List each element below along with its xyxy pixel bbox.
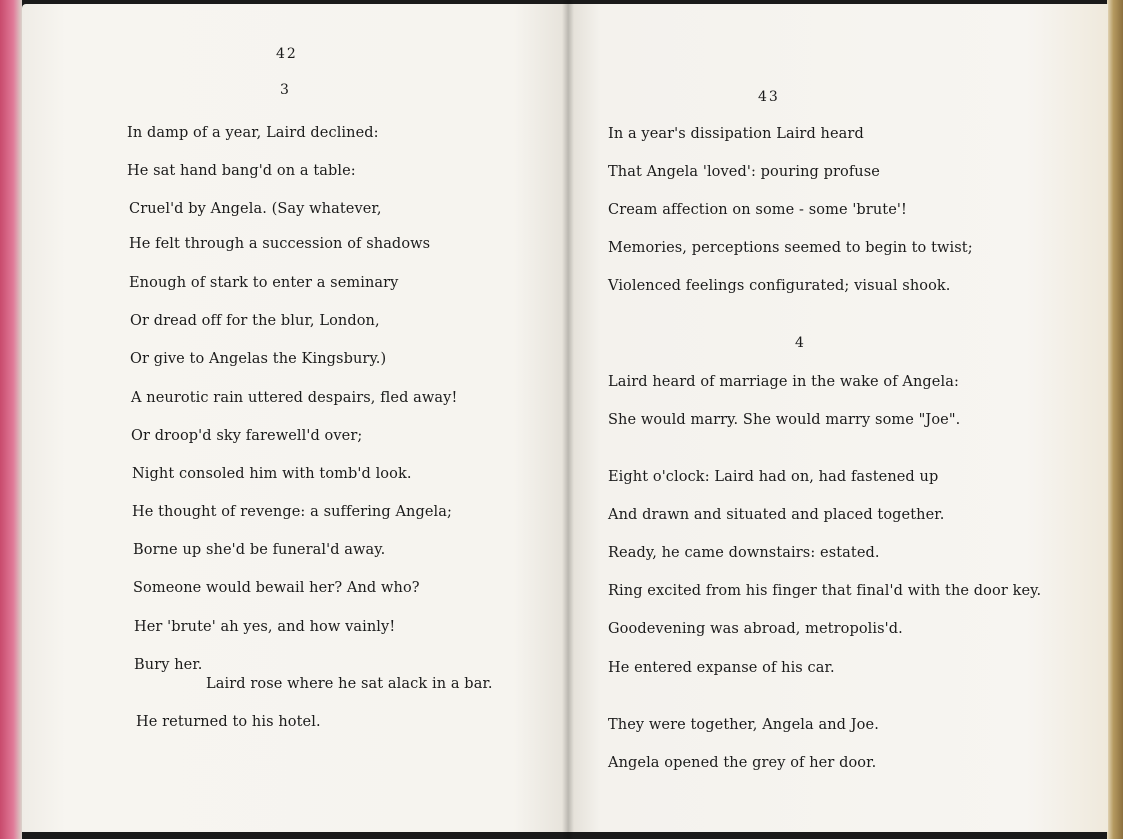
poem-line: A neurotic rain uttered despairs, fled away! — [131, 390, 458, 406]
book-gutter-shadow — [562, 0, 574, 839]
poem-line: He felt through a succession of shadows — [129, 236, 431, 252]
left-page — [22, 4, 568, 832]
poem-line: Angela opened the grey of her door. — [608, 755, 877, 771]
poem-line: Bury her. — [134, 657, 203, 673]
poem-line: Laird heard of marriage in the wake of Angela: — [608, 374, 959, 390]
poem-line: He entered expanse of his car. — [608, 660, 835, 676]
poem-line: And drawn and situated and placed together. — [608, 507, 945, 523]
poem-line: Borne up she'd be funeral'd away. — [133, 542, 386, 558]
poem-line: Her 'brute' ah yes, and how vainly! — [134, 619, 396, 635]
poem-line: Night consoled him with tomb'd look. — [132, 466, 412, 482]
poem-line: Or dread off for the blur, London, — [130, 313, 380, 329]
poem-line: Eight o'clock: Laird had on, had fastened up — [608, 469, 939, 485]
poem-line: In damp of a year, Laird declined: — [127, 125, 379, 141]
section-number: 3 — [280, 82, 291, 98]
poem-line: He sat hand bang'd on a table: — [127, 163, 356, 179]
poem-line: Cream affection on some - some 'brute'! — [608, 202, 907, 218]
page-number: 42 — [276, 46, 298, 62]
poem-line: He thought of revenge: a suffering Angela; — [132, 504, 452, 520]
poem-line: In a year's dissipation Laird heard — [608, 126, 864, 142]
poem-line: Violenced feelings configurated; visual shook. — [608, 278, 951, 294]
book-spine-right-edge — [1107, 0, 1123, 839]
poem-line: Laird rose where he sat alack in a bar. — [206, 676, 493, 692]
right-page — [568, 4, 1108, 832]
poem-line: Goodevening was abroad, metropolis'd. — [608, 621, 903, 637]
poem-line: Enough of stark to enter a seminary — [129, 275, 399, 291]
section-number: 4 — [795, 335, 806, 351]
poem-line: Memories, perceptions seemed to begin to twist; — [608, 240, 973, 256]
poem-line: Ready, he came downstairs: estated. — [608, 545, 880, 561]
poem-line: They were together, Angela and Joe. — [608, 717, 879, 733]
poem-line: He returned to his hotel. — [136, 714, 321, 730]
poem-line: Or give to Angelas the Kingsbury.) — [130, 351, 387, 367]
poem-line: Ring excited from his finger that final'd with the door key. — [608, 583, 1042, 599]
poem-line: Or droop'd sky farewell'd over; — [131, 428, 363, 444]
page-number: 43 — [758, 89, 780, 105]
poem-line: Someone would bewail her? And who? — [133, 580, 420, 596]
poem-line: She would marry. She would marry some "Joe". — [608, 412, 961, 428]
poem-line: That Angela 'loved': pouring profuse — [608, 164, 880, 180]
poem-line: Cruel'd by Angela. (Say whatever, — [129, 201, 382, 217]
book-spine-left-edge — [0, 0, 22, 839]
